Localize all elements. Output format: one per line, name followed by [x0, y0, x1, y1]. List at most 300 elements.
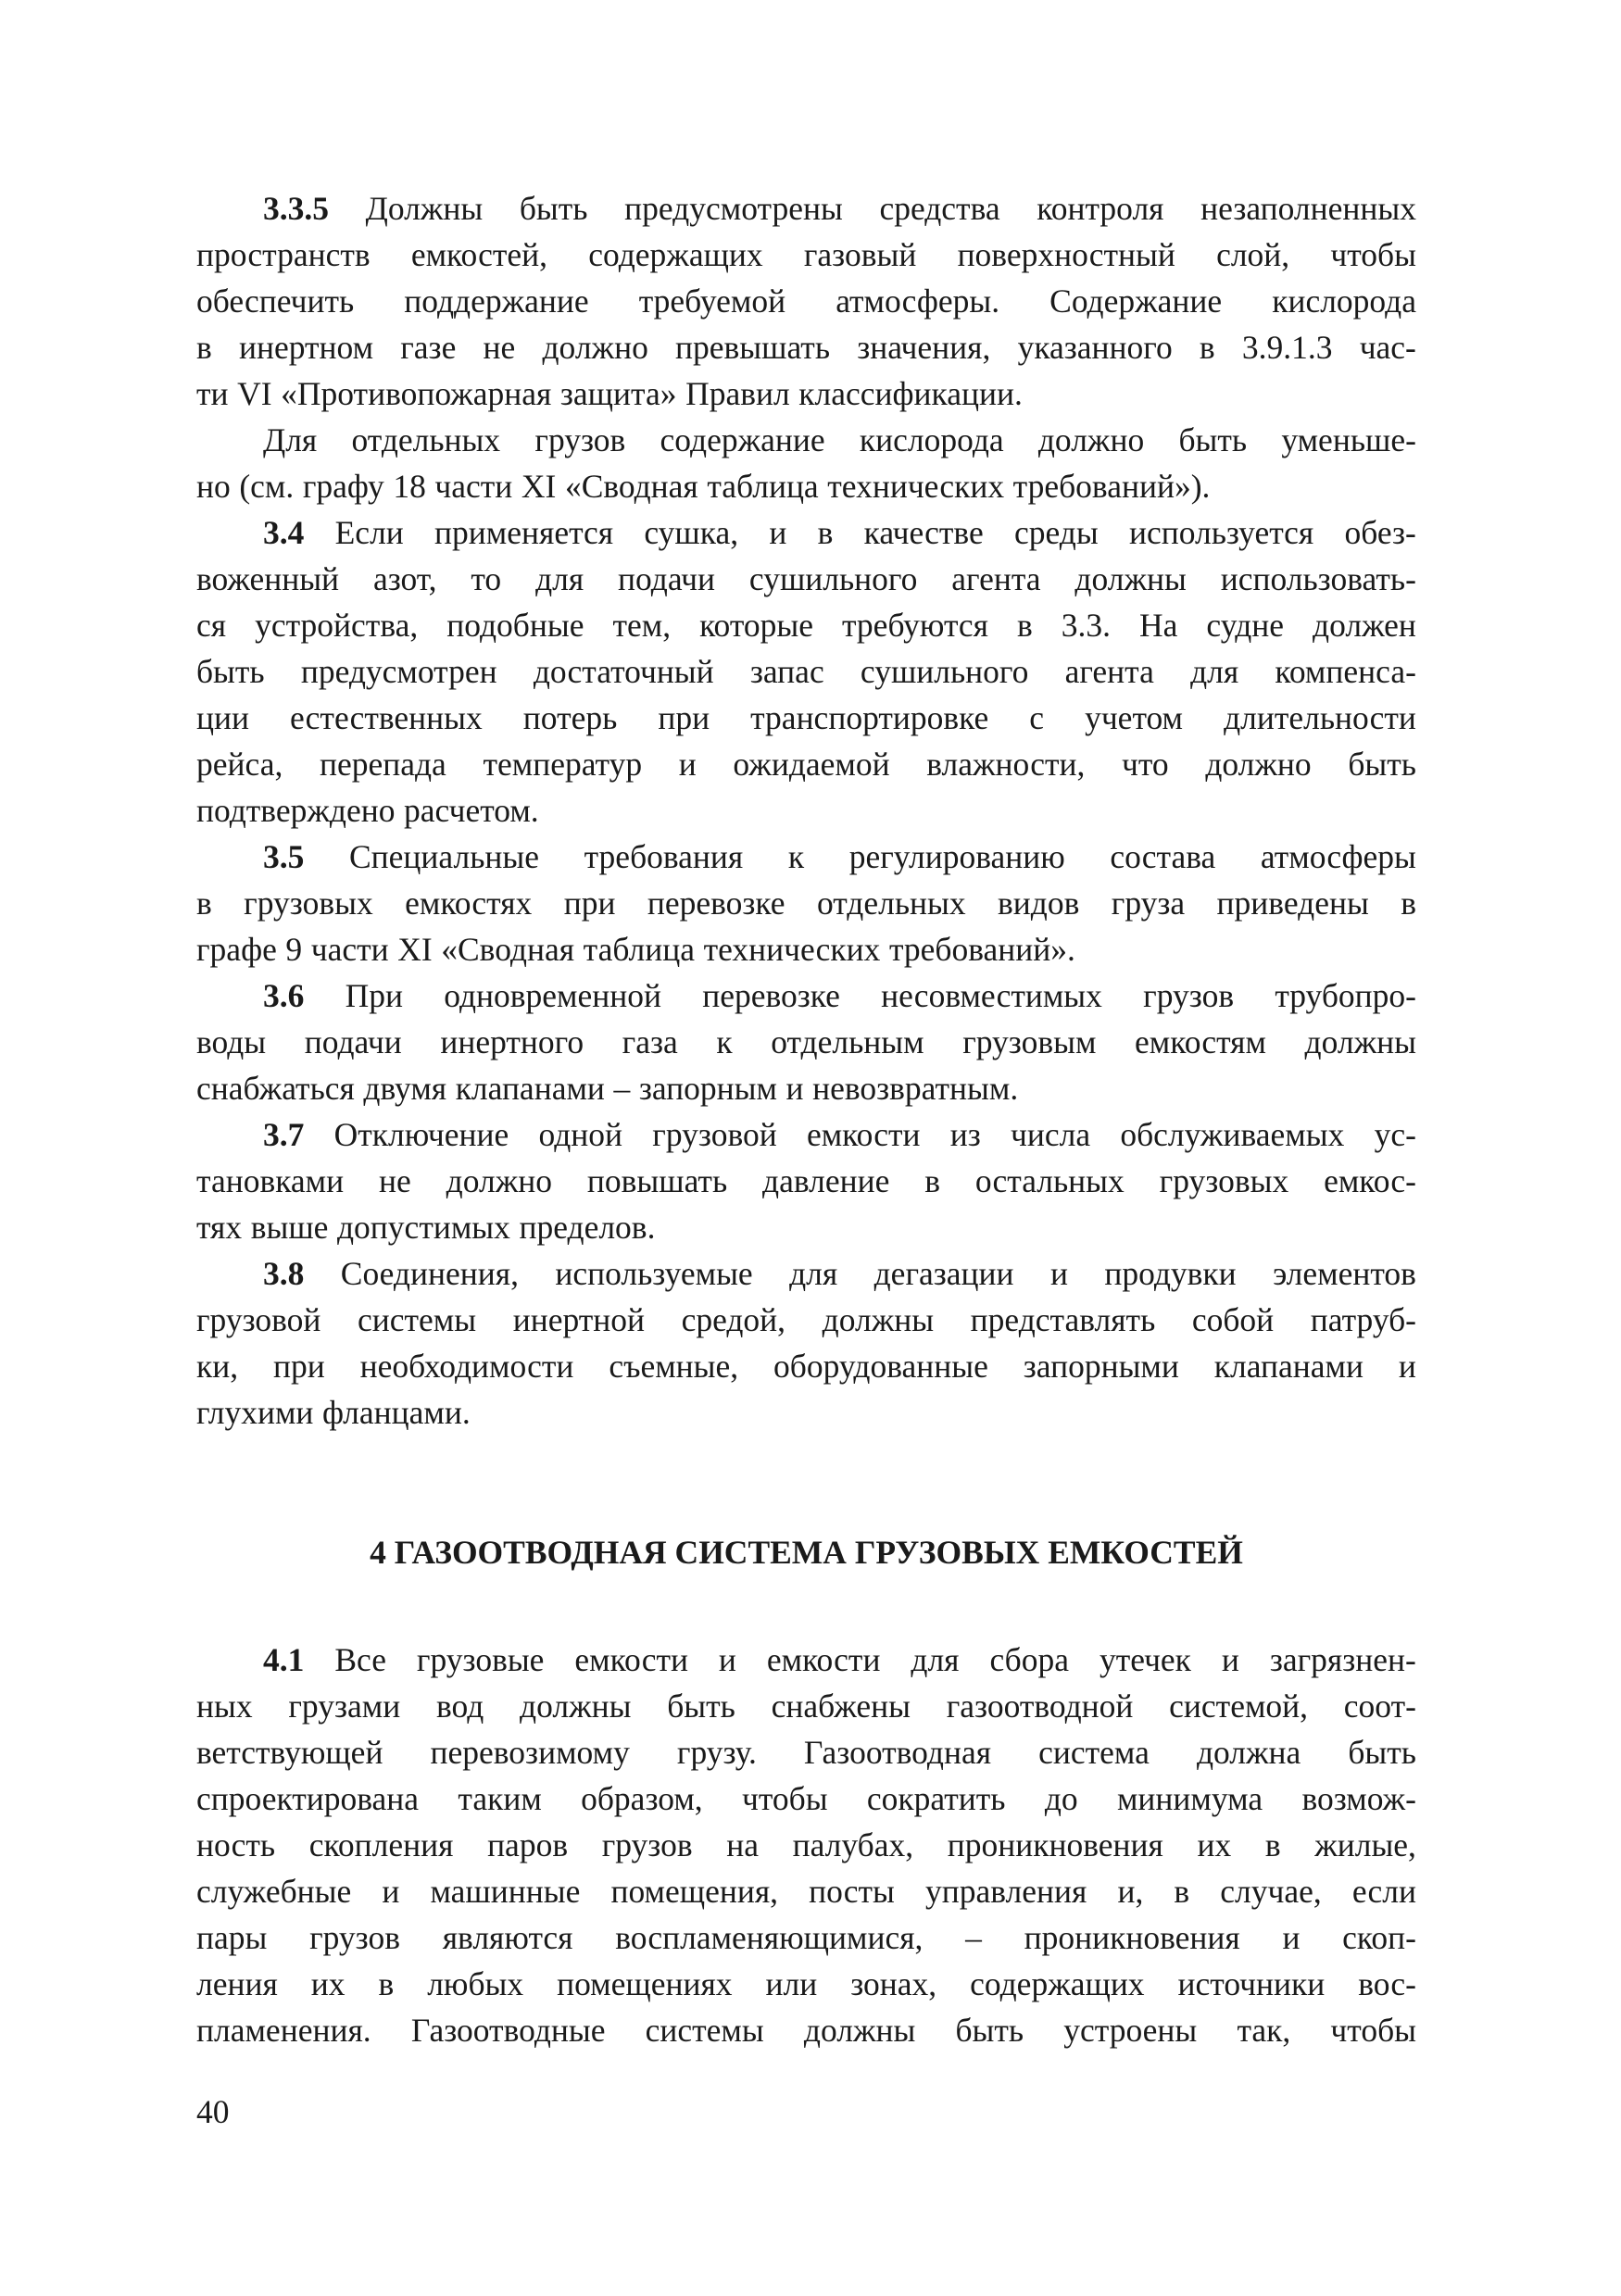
word: клапанами	[1213, 1348, 1364, 1385]
word: системы	[645, 2012, 764, 2049]
word: газоотводной	[946, 1687, 1134, 1725]
word: емкости	[806, 1116, 921, 1153]
word: вос-	[1358, 1965, 1416, 2002]
word: подобные	[446, 607, 584, 644]
section-number: 3.8	[263, 1255, 305, 1292]
word: которые	[699, 607, 813, 644]
word: воспламеняющимися,	[615, 1919, 924, 1956]
word: служебные	[196, 1873, 352, 1910]
word: грузов	[1143, 977, 1235, 1014]
word: грузу.	[676, 1734, 757, 1771]
word: Газоотводные	[410, 2012, 606, 2049]
word: подачи	[618, 560, 716, 597]
word: части	[434, 468, 513, 505]
word: выше	[250, 1209, 329, 1246]
word: быть	[196, 653, 265, 690]
word: должны	[1074, 560, 1187, 597]
word: XI	[521, 468, 557, 505]
word: пламенения.	[196, 2012, 371, 2049]
word: азот,	[372, 560, 437, 597]
section-3-5	[196, 834, 1416, 972]
text-line	[196, 463, 1416, 509]
word: Отключение	[333, 1116, 509, 1153]
word: сократить	[866, 1780, 1006, 1817]
word: отдельных	[816, 885, 966, 922]
word: зонах,	[850, 1965, 937, 2002]
text-line	[196, 834, 1416, 880]
word: Для	[263, 421, 318, 458]
word: дегазации	[873, 1255, 1014, 1292]
word: грузов	[601, 1826, 693, 1863]
word: ожидаемой	[733, 746, 890, 783]
text-line	[196, 324, 1416, 370]
text-line	[196, 926, 1416, 972]
word: то	[471, 560, 502, 597]
word: и	[1221, 1641, 1239, 1678]
section-number: 3.7	[263, 1116, 305, 1153]
word: емкости	[766, 1641, 881, 1678]
word: съемные,	[609, 1348, 739, 1385]
word: защита»	[559, 375, 677, 412]
text-line	[196, 1914, 1416, 1961]
word: загрязнен-	[1269, 1641, 1416, 1678]
word: влажности,	[926, 746, 1086, 783]
word: допустимых	[337, 1209, 510, 1246]
word: запорными	[1023, 1348, 1179, 1385]
word: требования	[584, 838, 744, 875]
word: кислорода	[859, 421, 1004, 458]
word: воды	[196, 1023, 267, 1060]
text-line	[196, 695, 1416, 741]
text-line	[196, 880, 1416, 926]
word: что	[1122, 746, 1169, 783]
word: и	[785, 1070, 804, 1107]
word: регулированию	[848, 838, 1065, 875]
text-line	[196, 1343, 1416, 1389]
text-line	[196, 1297, 1416, 1343]
text-line	[196, 1868, 1416, 1914]
word: грузовым	[962, 1023, 1097, 1060]
word: графе	[196, 931, 277, 968]
word: использовать-	[1220, 560, 1416, 597]
word: емкостям	[1135, 1023, 1266, 1060]
chapter-heading: 4 ГАЗООТВОДНАЯ СИСТЕМА ГРУЗОВЫХ ЕМКОСТЕЙ	[370, 1534, 1243, 1571]
word: чтобы	[1330, 2012, 1416, 2049]
word: продувки	[1104, 1255, 1237, 1292]
word: минимума	[1116, 1780, 1263, 1817]
word: собой	[1191, 1301, 1275, 1338]
word: ки,	[196, 1348, 239, 1385]
word: требований».	[888, 931, 1075, 968]
word: слой,	[1216, 236, 1290, 273]
word: таблица	[707, 468, 819, 505]
word: –	[613, 1070, 631, 1107]
word: представлять	[970, 1301, 1156, 1338]
word: к	[716, 1023, 733, 1060]
word: устройства,	[255, 607, 419, 644]
word: проникновения	[947, 1826, 1163, 1863]
word: и	[769, 514, 787, 551]
word: одной	[538, 1116, 623, 1153]
word: к	[787, 838, 805, 875]
word: обез-	[1344, 514, 1416, 551]
word: XI	[397, 931, 433, 968]
word: быть	[667, 1687, 735, 1725]
word: учетом	[1085, 699, 1184, 736]
word: на	[726, 1826, 759, 1863]
word: груза	[1111, 885, 1186, 922]
word: любых	[427, 1965, 524, 2002]
word: «Противопожарная	[281, 375, 552, 412]
word: спроектирована	[196, 1780, 420, 1817]
word: должны	[822, 1301, 935, 1338]
word: воженный	[196, 560, 340, 597]
word: и	[1282, 1919, 1301, 1956]
word: агента	[951, 560, 1041, 597]
word: емкос-	[1324, 1162, 1416, 1199]
word: в	[817, 514, 834, 551]
word: инертном	[238, 329, 374, 366]
section-number: 3.5	[263, 838, 305, 875]
text-line	[196, 972, 1416, 1019]
word: транспортировке	[750, 699, 989, 736]
word: не	[483, 329, 516, 366]
section-number: 3.4	[263, 514, 305, 551]
word: газовый	[803, 236, 917, 273]
word: невозвратным.	[812, 1070, 1019, 1107]
word: системой,	[1169, 1687, 1309, 1725]
word: их	[1197, 1826, 1232, 1863]
text-line	[196, 741, 1416, 787]
word: естественных	[290, 699, 483, 736]
text-line	[196, 232, 1416, 278]
word: должно	[1037, 421, 1145, 458]
word: в	[1174, 1873, 1190, 1910]
word: Все	[334, 1641, 386, 1678]
word: патруб-	[1310, 1301, 1416, 1338]
word: час-	[1359, 329, 1416, 366]
word: машинные	[430, 1873, 581, 1910]
word: грузовой	[652, 1116, 777, 1153]
word: инертной	[512, 1301, 645, 1338]
text-line	[196, 602, 1416, 648]
section-3-8	[196, 1250, 1416, 1436]
word: чтобы	[1330, 236, 1416, 273]
word: Соединения,	[340, 1255, 519, 1292]
word: системы	[358, 1301, 477, 1338]
word: грузовых	[244, 885, 373, 922]
word: в	[196, 329, 212, 366]
word: при	[658, 699, 710, 736]
word: технических	[703, 931, 881, 968]
word: состава	[1110, 838, 1216, 875]
word: качестве	[863, 514, 984, 551]
word: ся	[196, 607, 227, 644]
word: содержащих	[970, 1965, 1145, 2002]
word: грузами	[288, 1687, 401, 1725]
word: Специальные	[348, 838, 539, 875]
page-number: 40	[196, 2093, 230, 2130]
word: должны	[520, 1687, 632, 1725]
word: чтобы	[742, 1780, 828, 1817]
word: ность	[196, 1826, 276, 1863]
word: если	[1351, 1873, 1416, 1910]
word: глухими	[196, 1394, 314, 1431]
text-line	[196, 556, 1416, 602]
text-line	[196, 1775, 1416, 1822]
word: части	[310, 931, 389, 968]
word: необходимости	[359, 1348, 574, 1385]
word: содержание	[660, 421, 825, 458]
word: с	[1029, 699, 1045, 736]
word: инертного	[440, 1023, 584, 1060]
word: На	[1139, 607, 1178, 644]
word: требуемой	[638, 282, 786, 320]
word: грузов	[309, 1919, 400, 1956]
word: уменьше-	[1281, 421, 1416, 458]
word: проникновения	[1024, 1919, 1240, 1956]
word: (см.	[239, 468, 295, 505]
word: оборудованные	[773, 1348, 988, 1385]
word: и	[1398, 1348, 1416, 1385]
word: поверхностный	[957, 236, 1175, 273]
word: должны	[803, 2012, 916, 2049]
word: и	[1049, 1255, 1068, 1292]
word: утечек	[1099, 1641, 1191, 1678]
word: потерь	[522, 699, 618, 736]
text-line	[196, 1250, 1416, 1297]
word: посты	[809, 1873, 895, 1910]
section-4-1	[196, 1637, 1416, 2053]
word: и	[382, 1873, 400, 1910]
main-text	[196, 185, 1416, 1436]
section-number: 3.3.5	[263, 190, 329, 227]
word: атмосферы	[1260, 838, 1416, 875]
word: не	[379, 1162, 411, 1199]
word: используется	[1128, 514, 1314, 551]
word: для	[1190, 653, 1239, 690]
word: емкости	[574, 1641, 688, 1678]
word: перевозке	[702, 977, 840, 1014]
text-line	[196, 1637, 1416, 1683]
word: вод	[435, 1687, 484, 1725]
word: жилые,	[1314, 1826, 1416, 1863]
word: ления	[196, 1965, 278, 2002]
word: Если	[334, 514, 404, 551]
word: или	[765, 1965, 818, 2002]
word: система	[1038, 1734, 1150, 1771]
word: обеспечить	[196, 282, 355, 320]
word: ции	[196, 699, 249, 736]
text-line	[196, 1389, 1416, 1436]
word: приведены	[1216, 885, 1369, 922]
word: устроены	[1063, 2012, 1198, 2049]
word: контроля	[1037, 190, 1164, 227]
text-line	[196, 1065, 1416, 1111]
word: содержащих	[588, 236, 763, 273]
word: таблица	[583, 931, 696, 968]
word: быть	[1178, 421, 1248, 458]
word: незаполненных	[1200, 190, 1416, 227]
word: превышать	[675, 329, 831, 366]
section-3-6	[196, 972, 1416, 1111]
word: должно	[542, 329, 648, 366]
text-line	[196, 1822, 1416, 1868]
word: скоп-	[1342, 1919, 1416, 1956]
word: 3.3.	[1061, 607, 1111, 644]
word: быть	[1348, 746, 1416, 783]
word: для	[911, 1641, 960, 1678]
word: ти	[196, 375, 229, 412]
word: технических	[827, 468, 1005, 505]
word: источники	[1177, 1965, 1326, 2002]
word: палубах,	[792, 1826, 914, 1863]
word: сушка,	[644, 514, 739, 551]
section-3-7	[196, 1111, 1416, 1250]
word: помещения,	[610, 1873, 779, 1910]
word: и,	[1117, 1873, 1144, 1910]
word: подтверждено	[196, 792, 396, 829]
word: быть	[1348, 1734, 1416, 1771]
word: в	[1401, 885, 1416, 922]
word: грузовой	[196, 1301, 321, 1338]
word: фланцами.	[322, 1394, 471, 1431]
text-line	[196, 185, 1416, 232]
section-3-3-5	[196, 185, 1416, 417]
word: среды	[1013, 514, 1099, 551]
word: должны	[1304, 1023, 1416, 1060]
word: «Сводная	[564, 468, 698, 505]
word: судне	[1206, 607, 1285, 644]
text-line	[196, 278, 1416, 324]
section-number: 4.1	[263, 1641, 305, 1678]
word: запас	[749, 653, 824, 690]
word: сбора	[989, 1641, 1069, 1678]
word: При	[345, 977, 403, 1014]
word: подачи	[304, 1023, 402, 1060]
word: соот-	[1343, 1687, 1416, 1725]
text-line	[196, 1961, 1416, 2007]
word: применяется	[434, 514, 614, 551]
word: случае,	[1220, 1873, 1322, 1910]
word: должно	[446, 1162, 553, 1199]
word: перевозимому	[430, 1734, 630, 1771]
word: 3.9.1.3	[1241, 329, 1333, 366]
word: для	[535, 560, 584, 597]
word: в	[1199, 329, 1215, 366]
word: отдельным	[771, 1023, 924, 1060]
word: несовместимых	[881, 977, 1102, 1014]
word: значения,	[857, 329, 991, 366]
word: трубопро-	[1275, 977, 1416, 1014]
text-line	[196, 1729, 1416, 1775]
word: отдельных	[351, 421, 501, 458]
word: их	[310, 1965, 346, 2002]
text-line	[196, 648, 1416, 695]
word: емкостях	[405, 885, 533, 922]
word: 9	[285, 931, 303, 968]
word: тановками	[196, 1162, 345, 1199]
word: емкостей,	[410, 236, 548, 273]
word: тем,	[612, 607, 672, 644]
word: в	[1264, 1826, 1281, 1863]
word: грузов	[534, 421, 626, 458]
word: поддержание	[404, 282, 589, 320]
word: расчетом.	[404, 792, 539, 829]
word: «Сводная	[441, 931, 575, 968]
word: агента	[1064, 653, 1154, 690]
text-line	[196, 370, 1416, 417]
word: требований»).	[1012, 468, 1211, 505]
word: числа	[1011, 1116, 1091, 1153]
word: остальных	[974, 1162, 1125, 1199]
word: помещениях	[557, 1965, 733, 2002]
word: перепада	[319, 746, 446, 783]
word: одновременной	[444, 977, 662, 1014]
word: в	[1016, 607, 1033, 644]
word: пары	[196, 1919, 268, 1956]
word: элементов	[1273, 1255, 1416, 1292]
word: атмосферы.	[836, 282, 1000, 320]
word: давление	[762, 1162, 890, 1199]
word: должен	[1313, 607, 1416, 644]
word: видов	[998, 885, 1080, 922]
word: должно	[1205, 746, 1312, 783]
word: образом,	[581, 1780, 703, 1817]
text-line	[196, 1111, 1416, 1158]
word: графу	[302, 468, 384, 505]
word: рейса,	[196, 746, 283, 783]
word: в	[196, 885, 212, 922]
word: в	[924, 1162, 940, 1199]
word: сушильного	[748, 560, 918, 597]
word: компенса-	[1275, 653, 1416, 690]
word: Содержание	[1049, 282, 1223, 320]
word: управления	[925, 1873, 1087, 1910]
section-3-4	[196, 509, 1416, 834]
word: и	[678, 746, 697, 783]
word: средства	[879, 190, 1000, 227]
word: двумя	[363, 1070, 447, 1107]
word: ных	[196, 1687, 253, 1725]
word: повышать	[586, 1162, 728, 1199]
word: используемые	[555, 1255, 753, 1292]
word: длительности	[1224, 699, 1416, 736]
word: таким	[458, 1780, 542, 1817]
word: должна	[1196, 1734, 1301, 1771]
word: обслуживаемых	[1120, 1116, 1345, 1153]
word: Должны	[365, 190, 484, 227]
word: –	[965, 1919, 982, 1956]
word: кислорода	[1272, 282, 1416, 320]
word: газа	[622, 1023, 678, 1060]
text-line	[196, 2007, 1416, 2053]
word: тях	[196, 1209, 243, 1246]
word: ветствующей	[196, 1734, 383, 1771]
text-line	[196, 1019, 1416, 1065]
word: сушильного	[860, 653, 1029, 690]
word: пространств	[196, 236, 371, 273]
word: до	[1044, 1780, 1078, 1817]
word: для	[789, 1255, 838, 1292]
word: в	[378, 1965, 395, 2002]
word: так,	[1237, 2012, 1291, 2049]
word: возмож-	[1301, 1780, 1416, 1817]
text-line	[196, 509, 1416, 556]
word: грузовых	[1159, 1162, 1289, 1199]
word: Газоотводная	[803, 1734, 992, 1771]
word: паров	[487, 1826, 569, 1863]
